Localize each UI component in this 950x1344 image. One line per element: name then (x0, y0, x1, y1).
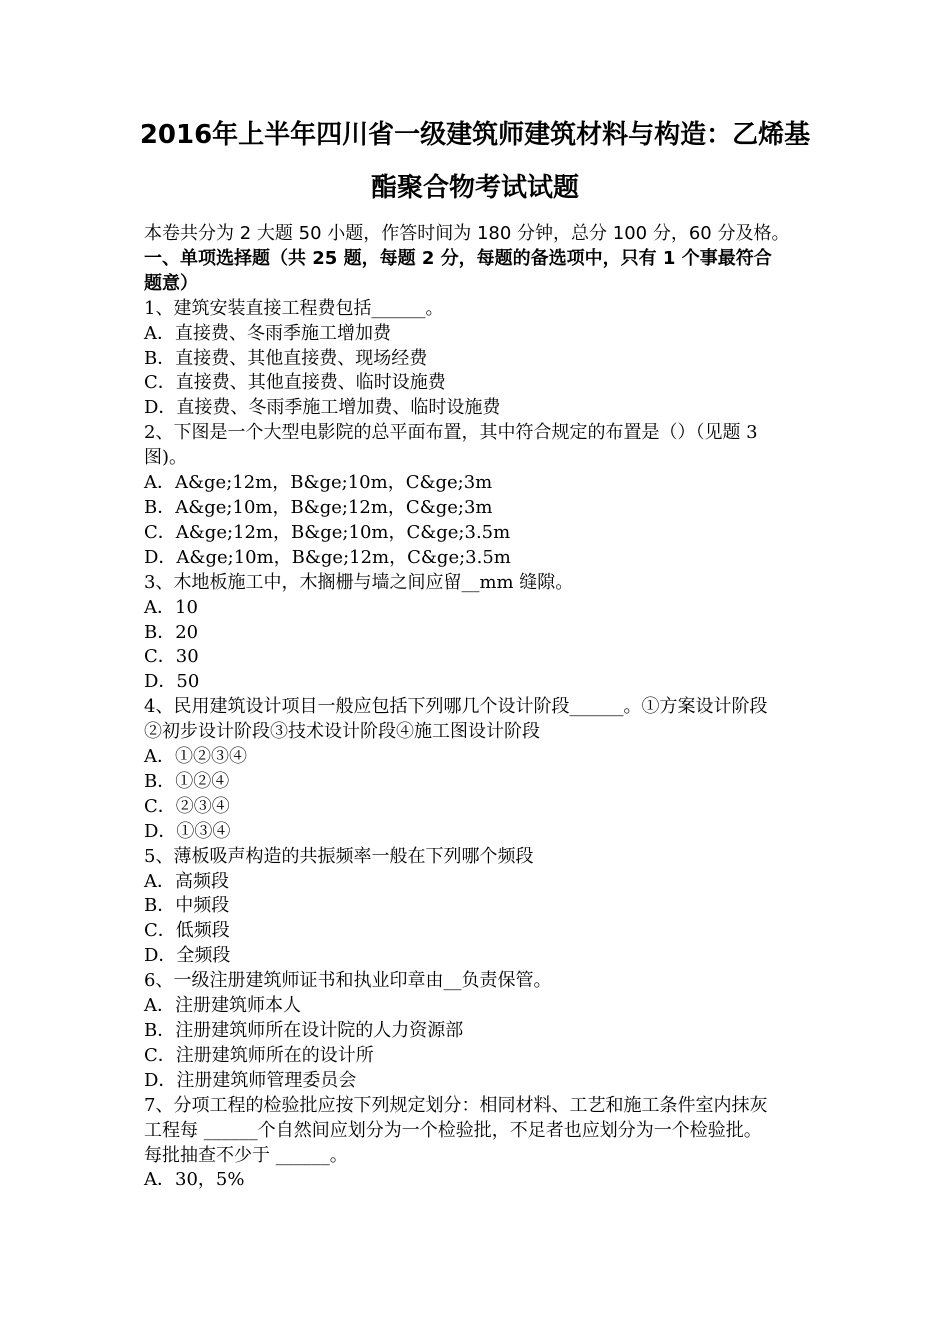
exam-content (144, 222, 809, 1193)
option-a: A．A&ge;12m，B&ge;10m，C&ge;3m (144, 472, 493, 494)
option-d: D．50 (144, 671, 200, 693)
document-title-line-2: 酯聚合物考试试题 (370, 173, 579, 203)
option-a: A．直接费、冬雨季施工增加费 (144, 322, 391, 344)
question-7 (144, 1094, 809, 1194)
question-stem: 7、分项工程的检验批应按下列规定划分：相同材料、工艺和施工条件室内抹灰 (144, 1094, 768, 1116)
question-4 (144, 695, 809, 844)
option-d: D．A&ge;10m，B&ge;12m，C&ge;3.5m (144, 546, 511, 568)
question-1 (144, 297, 809, 422)
option-c: C．A&ge;12m，B&ge;10m，C&ge;3.5m (144, 521, 511, 543)
option-d: D．全频段 (144, 945, 231, 967)
option-c: C．②③④ (144, 795, 230, 817)
question-6 (144, 969, 809, 1094)
question-stem-continued: ②初步设计阶段③技术设计阶段④施工图设计阶段 (144, 721, 540, 743)
option-a: A．高频段 (144, 870, 229, 892)
option-a: A．注册建筑师本人 (144, 995, 301, 1017)
option-d: D．注册建筑师管理委员会 (144, 1069, 357, 1091)
option-a: A．30，5% (144, 1169, 245, 1191)
option-c: C．低频段 (144, 920, 230, 942)
option-b: B．直接费、其他直接费、现场经费 (144, 347, 428, 369)
question-3 (144, 571, 809, 696)
option-a: A．①②③④ (144, 746, 247, 768)
section-heading-line-1: 一、单项选择题（共 25 题，每题 2 分，每题的备选项中，只有 1 个事最符合 (144, 247, 772, 269)
option-d: D．①③④ (144, 820, 231, 842)
question-stem-continued: 图)。 (144, 447, 188, 469)
option-c: C．30 (144, 646, 199, 668)
option-c: C．直接费、其他直接费、临时设施费 (144, 372, 446, 394)
option-b: B．注册建筑师所在设计院的人力资源部 (144, 1020, 464, 1041)
document-title-line-1: 2016年上半年四川省一级建筑师建筑材料与构造：乙烯基 (139, 120, 811, 150)
question-stem: 1、建筑安装直接工程费包括______。 (144, 297, 444, 319)
question-stem: 2、下图是一个大型电影院的总平面布置，其中符合规定的布置是（）（见题 3 (144, 422, 758, 444)
question-5 (144, 845, 809, 970)
section-heading-line-2: 题意） (144, 272, 198, 294)
option-d: D．直接费、冬雨季施工增加费、临时设施费 (144, 397, 501, 419)
question-stem-continued: 每批抽查不少于 ______。 (144, 1144, 348, 1166)
question-stem-continued: 工程每 ______个自然间应划分为一个检验批，不足者也应划分为一个检验批。 (144, 1119, 762, 1141)
exam-intro: 本卷共分为 2 大题 50 小题，作答时间为 180 分钟，总分 100 分，60 分及格。 (144, 223, 790, 244)
option-b: B．中频段 (144, 895, 230, 917)
option-c: C．注册建筑师所在的设计所 (144, 1044, 374, 1066)
question-2 (144, 421, 809, 570)
question-stem: 3、木地板施工中，木搁栅与墙之间应留__mm 缝隙。 (144, 571, 574, 593)
option-a: A．10 (144, 596, 198, 618)
question-stem: 6、一级注册建筑师证书和执业印章由__负责保管。 (144, 970, 552, 992)
question-stem: 5、薄板吸声构造的共振频率一般在下列哪个频段 (144, 845, 534, 867)
option-b: B．①②④ (144, 770, 230, 792)
option-b: B．20 (144, 621, 199, 643)
question-stem: 4、民用建筑设计项目一般应包括下列哪几个设计阶段______。①方案设计阶段 (144, 696, 768, 718)
option-b: B．A&ge;10m，B&ge;12m，C&ge;3m (144, 496, 493, 518)
